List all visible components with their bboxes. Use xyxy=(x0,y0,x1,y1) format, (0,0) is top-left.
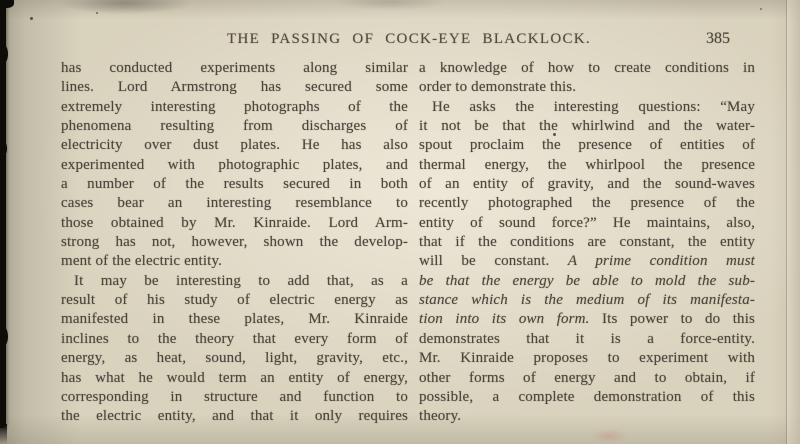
text-line xyxy=(61,272,408,291)
text-line xyxy=(419,291,755,310)
page-right-edge xyxy=(787,0,800,444)
text-line xyxy=(61,59,408,78)
text-segment: has what he would term an entity of energy, xyxy=(61,369,408,386)
running-title: THE PASSING OF COCK-EYE BLACKLOCK. xyxy=(227,31,591,47)
paper-speck xyxy=(30,17,33,20)
text-line xyxy=(61,194,408,213)
text-segment: energy, as heat, sound, light, gravity, etc., xyxy=(61,350,408,367)
text-segment: a number of the results secured in both xyxy=(61,176,408,193)
text-line xyxy=(61,330,408,349)
text-line xyxy=(419,175,755,194)
text-line xyxy=(61,136,408,155)
text-line xyxy=(419,349,755,368)
text-segment: manifested in these plates, Mr. Kinraide xyxy=(61,311,408,328)
text-line xyxy=(61,310,408,329)
text-line xyxy=(419,233,755,252)
italic-text-segment: tion into its own form. xyxy=(419,311,590,328)
text-segment: result of his study of electric energy as xyxy=(61,292,408,309)
text-line xyxy=(61,117,408,136)
page-number: 385 xyxy=(706,30,730,47)
text-segment: corresponding in structure and function to xyxy=(61,388,408,405)
binding-rough-edge xyxy=(0,44,8,64)
text-segment: order to demonstrate this. xyxy=(419,79,577,96)
text-segment: recently photographed the presence of the xyxy=(419,195,755,212)
text-line xyxy=(419,98,755,117)
text-line xyxy=(61,388,408,407)
text-line xyxy=(419,78,755,97)
text-line xyxy=(61,175,408,194)
text-line xyxy=(419,117,755,136)
text-line xyxy=(419,272,755,291)
text-segment: strong has not, however, shown the develop- xyxy=(61,234,408,251)
text-segment: a knowledge of how to create conditions in xyxy=(419,60,755,76)
text-line xyxy=(61,349,408,368)
text-segment: possible, a complete demonstration of this xyxy=(419,388,755,405)
text-line xyxy=(419,407,755,426)
text-line xyxy=(419,310,755,329)
binding-rough-edge xyxy=(0,326,8,347)
text-segment: Mr. Kinraide proposes to experiment with xyxy=(419,350,755,367)
text-line xyxy=(419,136,755,155)
paper-speck xyxy=(760,8,762,10)
text-segment: will be constant. xyxy=(419,253,568,270)
paper-speck xyxy=(96,12,98,14)
text-line xyxy=(61,78,408,97)
text-line xyxy=(419,59,755,78)
italic-text-segment: be that the energy be able to mold the sub- xyxy=(419,272,755,289)
text-line xyxy=(419,388,755,407)
text-segment: those obtained by Mr. Kinraide. Lord Arm- xyxy=(61,214,408,231)
text-line xyxy=(61,98,408,117)
text-line xyxy=(419,194,755,213)
text-segment: thermal energy, the whirlpool the presence xyxy=(419,156,755,173)
text-line xyxy=(61,407,408,426)
text-segment: lines. Lord Armstrong has secured some xyxy=(61,79,408,96)
text-segment: entity of sound force?” He maintains, also, xyxy=(419,214,755,231)
text-segment: theory. xyxy=(419,408,462,425)
binding-rough-edge xyxy=(0,0,14,8)
text-segment: demonstrates that it is a force-entity. xyxy=(419,330,755,347)
text-segment: inclines to the theory that every form of xyxy=(61,330,408,347)
text-segment: ment of the electric entity. xyxy=(61,253,223,270)
book-binding-edge xyxy=(0,0,6,428)
text-segment: other forms of energy and to obtain, if xyxy=(419,369,755,386)
italic-text-segment: stance which is the medium of its manifesta- xyxy=(419,292,755,309)
text-segment: cases bear an interesting resemblance to xyxy=(61,195,408,212)
text-line xyxy=(61,214,408,233)
text-segment: the electric entity, and that it only requires xyxy=(61,408,408,425)
text-segment: it not be that the whirlwind and the water- xyxy=(419,118,755,135)
text-segment: experimented with photographic plates, and xyxy=(61,156,408,173)
text-segment: phenomena resulting from discharges of xyxy=(61,118,408,135)
text-segment: extremely interesting photographs of the xyxy=(61,98,408,115)
italic-text-segment: A prime condition must xyxy=(567,253,755,270)
text-column-left xyxy=(61,59,408,427)
text-segment: that if the conditions are constant, the entity xyxy=(419,234,755,251)
text-line xyxy=(61,156,408,175)
text-line xyxy=(419,369,755,388)
text-line xyxy=(61,233,408,252)
text-line xyxy=(61,369,408,388)
text-segment: has conducted experiments along similar xyxy=(61,60,408,76)
page-edge-crease xyxy=(786,0,787,444)
text-segment: It may be interesting to add that, as a xyxy=(74,272,408,289)
text-segment: He asks the interesting questions: “May xyxy=(432,98,755,115)
text-segment: spout proclaim the presence of entities of xyxy=(419,137,755,154)
text-segment: of an entity of gravity, and the sound-waves xyxy=(419,176,755,193)
book-binding-edge-fade xyxy=(0,424,7,444)
text-segment: Its power to do this xyxy=(589,311,755,328)
text-line xyxy=(419,330,755,349)
text-line xyxy=(419,252,755,271)
text-column-right xyxy=(419,59,755,427)
text-line xyxy=(419,214,755,233)
text-line xyxy=(419,156,755,175)
text-segment: electricity over dust plates. He has also xyxy=(61,137,408,154)
text-line xyxy=(61,252,408,271)
text-line xyxy=(61,291,408,310)
